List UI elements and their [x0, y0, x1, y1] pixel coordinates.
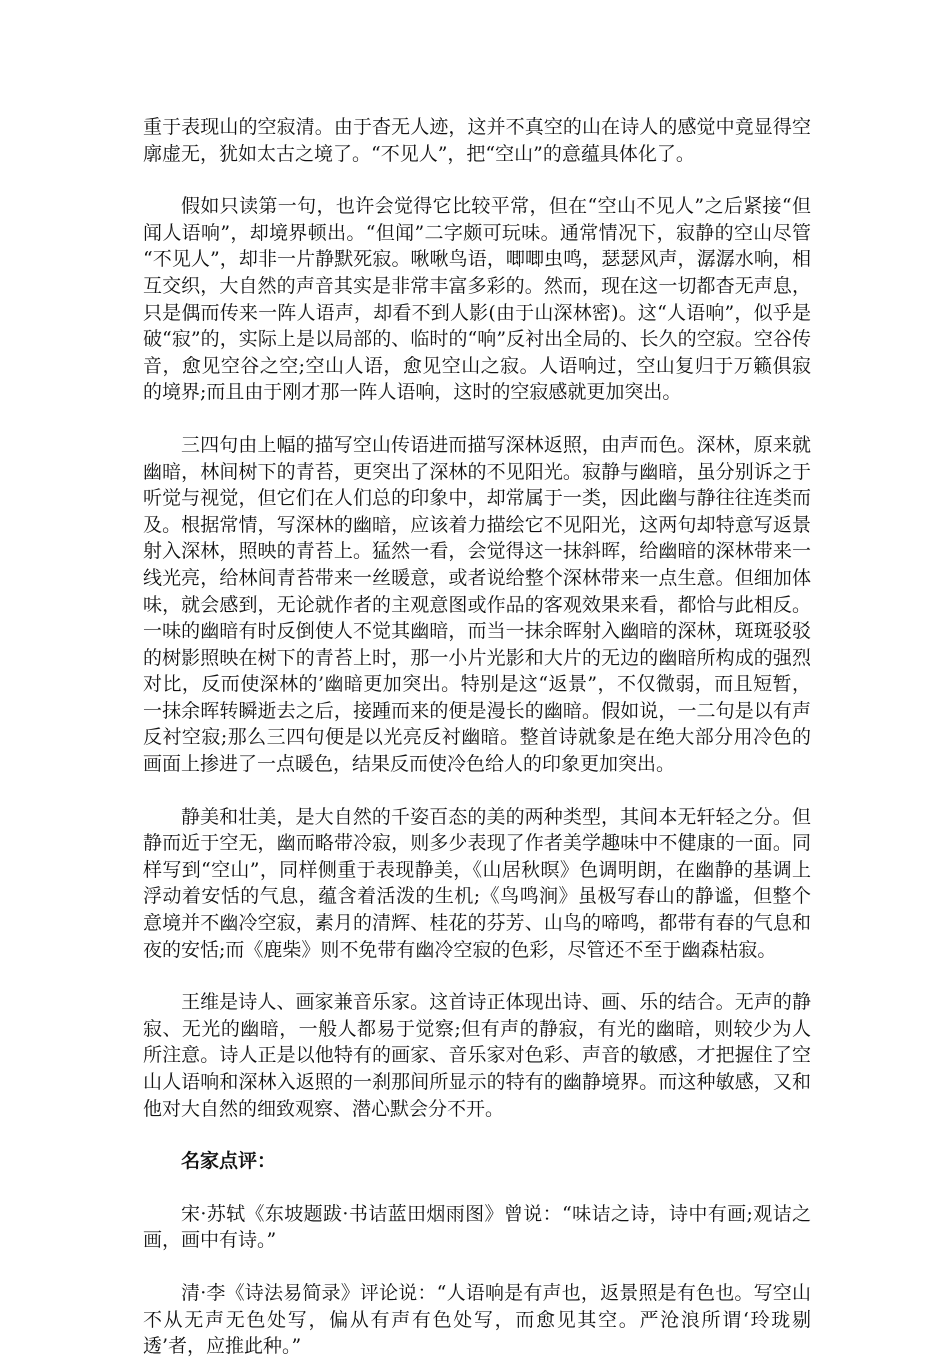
paragraph-4: 静美和壮美，是大自然的千姿百态的美的两种类型，其间本无轩轻之分。但静而近于空无，幽而略带冷寂，则多少表现了作者美学趣味中不健康的一面。同样写到“空山”，同样侧重于表现静美，《山居秋暝》色调明朗，在幽静的基调上浮动着安恬的气息，蕴含着活泼的生机;《鸟鸣涧》虽极写春山的静谧，但整个意境并不幽冷空寂，素月的清辉、桂花的芬芳、山鸟的啼鸣，都带有春的气息和夜的安恬;而《鹿柴》则不免带有幽冷空寂的色彩，尽管还不至于幽森枯寂。 — [143, 805, 811, 961]
paragraph-1: 重于表现山的空寂清。由于杳无人迹，这并不真空的山在诗人的感觉中竟显得空廓虚无，犹如太古之境了。“不见人”，把“空山”的意蕴具体化了。 — [143, 116, 811, 165]
paragraph-5: 王维是诗人、画家兼音乐家。这首诗正体现出诗、画、乐的结合。无声的静寂、无光的幽暗，一般人都易于觉察;但有声的静寂，有光的幽暗，则较少为人所注意。诗人正是以他特有的画家、音乐家对色彩、声音的敏感，才把握住了空山人语响和深林入返照的一刹那间所显示的特有的幽静境界。而这种敏感，又和他对大自然的细致观察、潜心默会分不开。 — [143, 991, 811, 1120]
paragraph-3: 三四句由上幅的描写空山传语进而描写深林返照，由声而色。深林，原来就幽暗，林间树下的青苔，更突出了深林的不见阳光。寂静与幽暗，虽分别诉之于听觉与视觉，但它们在人们总的印象中，却常属于一类，因此幽与静往往连类而及。根据常情，写深林的幽暗，应该着力描绘它不见阳光，这两句却特意写返景射入深林，照映的青苔上。猛然一看，会觉得这一抹斜晖，给幽暗的深林带来一线光亮，给林间青苔带来一丝暖意，或者说给整个深林带来一点生意。但细加体味，就会感到，无论就作者的主观意图或作品的客观效果来看，都恰与此相反。一味的幽暗有时反倒使人不觉其幽暗，而当一抹余晖射入幽暗的深林，斑斑驳驳的树影照映在树下的青苔上时，那一小片光影和大片的无边的幽暗所构成的强烈对比，反而使深林的’幽暗更加突出。特别是这“返景”，不仅微弱，而且短暂，一抹余晖转瞬逝去之后，接踵而来的便是漫长的幽暗。假如说，一二句是以有声反衬空寂;那么三四句便是以光亮反衬幽暗。整首诗就象是在绝大部分用冷色的画面上掺进了一点暖色，结果反而使冷色给人的印象更加突出。 — [143, 433, 811, 776]
paragraph-2: 假如只读第一句，也许会觉得它比较平常，但在“空山不见人”之后紧接“但闻人语响”，却境界顿出。“但闻”二字颇可玩味。通常情况下，寂静的空山尽管 “不见人”，却非一片静默死寂。啾啾鸟语，唧唧虫鸣，瑟瑟风声，潺潺水响，相互交织，大自然的声音其实是非常丰富多彩的。然而，现在这一切都杳无声息，只是偶而传来一阵人语声，却看不到人影(由于山深林密)。这“人语响”，似乎是破“寂”的，实际上是以局部的、临时的“响”反衬出全局的、长久的空寂。空谷传音，愈见空谷之空;空山人语，愈见空山之寂。人语响过，空山复归于万籁俱寂的境界;而且由于刚才那一阵人语响，这时的空寂感就更加突出。 — [143, 195, 811, 404]
comment-1: 宋·苏轼《东坡题跋·书诘蓝田烟雨图》曾说：“味诘之诗，诗中有画;观诘之画，画中有诗。” — [143, 1202, 811, 1252]
document-body — [143, 114, 811, 1360]
section-heading: 名家点评： — [181, 1150, 277, 1173]
comment-2: 清·李《诗法易简录》评论说：“人语响是有声也，返景照是有色也。写空山不从无声无色处写，偏从有声有色处写，而愈见其空。严沧浪所谓‘玲珑剔透’者，应推此种。” — [143, 1281, 811, 1358]
